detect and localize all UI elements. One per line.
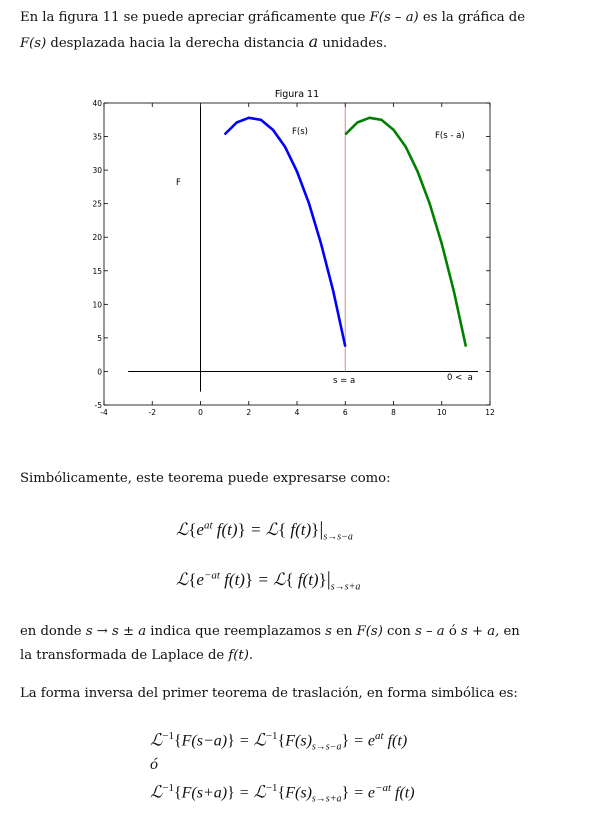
- expl-text-5: ó: [444, 624, 461, 639]
- inv2-exp: −at: [375, 782, 392, 794]
- laplace-symbol: ℒ: [253, 782, 266, 803]
- expl-text-4: con: [382, 624, 416, 639]
- y-tick-label: 10: [92, 300, 102, 310]
- series-line-2: [345, 118, 466, 347]
- inv1-exp: at: [375, 730, 384, 742]
- inv2-mid: F(s): [285, 784, 312, 802]
- intro-text-1: En la figura 11 se puede apreciar gráficamente que: [20, 10, 370, 25]
- expl-s-minus-a: s – a: [415, 624, 445, 639]
- y-tick-label: 0: [97, 367, 102, 377]
- x-tick-label: 0: [198, 408, 203, 417]
- symbolic-paragraph: Simbólicamente, este teorema puede expresarse como:: [20, 471, 391, 486]
- expl-text-1: en donde: [20, 624, 86, 639]
- inverse-equation-2: ℒ$^{-1}${F(s+a)} = $ℒ^{-1}\{F(s)_{s\to s+a}\} = e^{-at}$ f(t): [150, 782, 415, 805]
- laplace-symbol: ℒ: [253, 730, 266, 751]
- expl-text-6: en: [499, 624, 520, 639]
- equation-1: $ℒ\{e^{at}$ f(t)} = ℒ{ $f(t)\}|_{s\to s-a}$: [176, 518, 353, 543]
- x-tick-label: 6: [342, 408, 348, 417]
- x-tick-label: 10: [436, 408, 447, 417]
- y-tick-label: 25: [92, 199, 102, 209]
- expl-text-7: la transformada de Laplace de: [20, 648, 229, 663]
- expl-ft: f(t).: [228, 648, 254, 663]
- y-tick-label: 15: [92, 266, 102, 276]
- eq2-substitution: s→s+a: [330, 581, 361, 593]
- inv1-mid: F(s): [285, 732, 312, 750]
- x-tick-label: 2: [246, 408, 252, 417]
- eq1-exponent: at: [203, 519, 213, 532]
- expl-s: s: [325, 624, 332, 639]
- intro-a: a: [308, 32, 319, 51]
- series-line-1: [225, 118, 346, 347]
- expl-s-plus-a: s + a,: [461, 624, 500, 639]
- x-tick-label: 12: [485, 408, 495, 417]
- laplace-symbol: ℒ: [150, 730, 163, 751]
- axis-ticks: [92, 99, 495, 417]
- inverse-paragraph: La forma inversa del primer teorema de traslación, en forma simbólica es:: [20, 686, 518, 701]
- expl-text-2: indica que reemplazamos: [146, 624, 326, 639]
- expl-fs: F(s): [356, 624, 383, 639]
- y-tick-label: 20: [92, 233, 102, 243]
- x-tick-label: 8: [391, 408, 396, 417]
- inverse-or: ó: [150, 756, 158, 773]
- y-tick-label: 40: [92, 99, 102, 108]
- inv2-sub: s→s+a: [311, 793, 342, 805]
- chart-title: Figura 11: [274, 89, 320, 100]
- intro-text-2: es la gráfica de: [418, 10, 526, 25]
- annotation-f-axis: F: [176, 178, 181, 188]
- expl-s-to: s → s ± a: [85, 624, 147, 639]
- y-tick-label: -5: [94, 401, 102, 410]
- laplace-symbol: ℒ: [150, 782, 163, 803]
- laplace-symbol: ℒ: [176, 520, 189, 540]
- y-tick-label: 30: [92, 166, 102, 176]
- x-tick-label: -4: [100, 408, 108, 417]
- eq2-exponent: −at: [203, 569, 220, 582]
- laplace-symbol: ℒ: [265, 520, 278, 540]
- intro-text-3: desplazada hacia la derecha distancia: [46, 36, 309, 51]
- intro-fsa: F(s – a): [369, 10, 419, 25]
- intro-text-4: unidades.: [318, 36, 388, 51]
- annotation-fsa: F(s - a): [435, 131, 465, 141]
- inv1-sub: s→s−a: [311, 741, 342, 753]
- inverse-equation-1: ℒ$^{-1}${F(s−a)} = $ℒ^{-1}\{F(s)_{s\to s-a}\} = e^{at}$ f(t): [150, 730, 408, 753]
- equation-2: $ℒ\{e^{-at}$ f(t)} = ℒ{ $f(t)\}|_{s\to s+a}$: [176, 568, 361, 593]
- expl-text-3: en: [331, 624, 357, 639]
- y-tick-label: 5: [97, 333, 102, 343]
- axis-lines: [128, 103, 478, 392]
- laplace-symbol: ℒ: [273, 570, 286, 590]
- annotation-s-eq-a: s = a: [333, 376, 356, 386]
- explanation-paragraph: [20, 620, 580, 668]
- laplace-symbol: ℒ: [176, 570, 189, 590]
- plot-frame: [104, 103, 490, 405]
- annotation-zero-lt-a: 0 < a: [447, 373, 473, 383]
- x-tick-label: 4: [294, 408, 300, 417]
- y-tick-label: 35: [92, 132, 102, 142]
- inv1-arg: F(s−a): [181, 732, 228, 750]
- eq1-substitution: s→s−a: [323, 531, 353, 543]
- intro-fs: F(s): [20, 36, 47, 51]
- x-tick-label: -2: [148, 408, 156, 417]
- annotation-fs: F(s): [292, 127, 308, 137]
- inv2-arg: F(s+a): [181, 784, 228, 802]
